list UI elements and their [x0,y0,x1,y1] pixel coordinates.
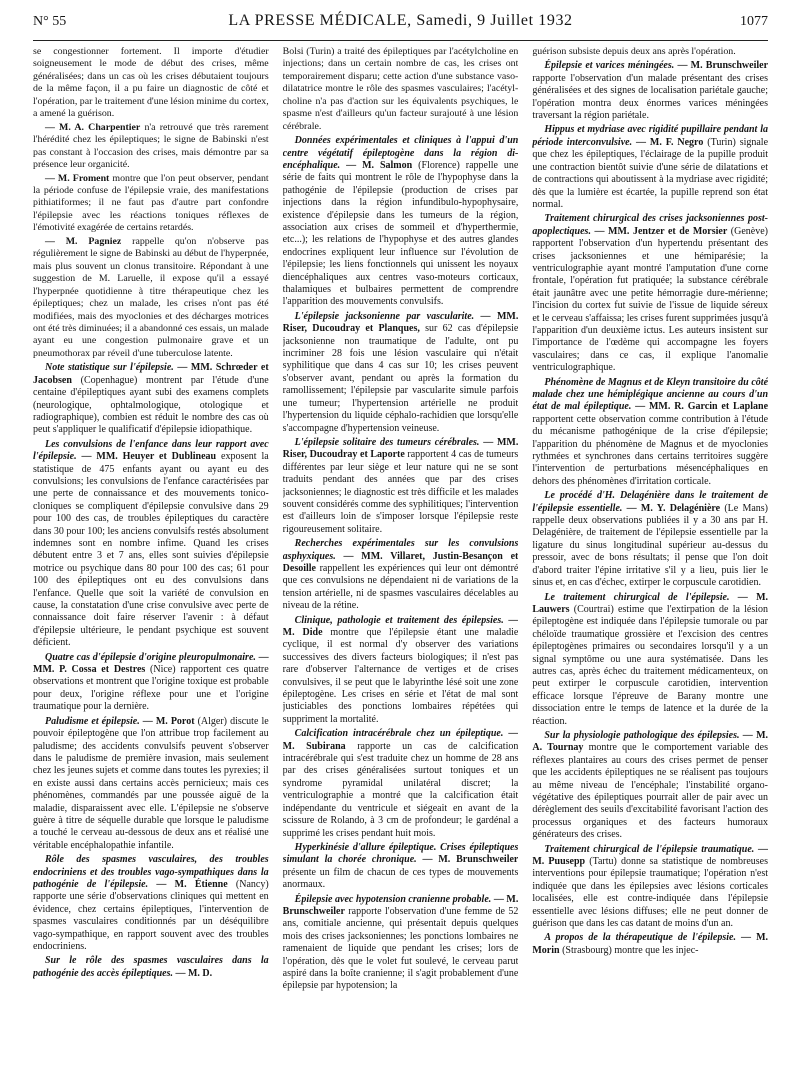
body-text: (Le Mans) rappelle deux observations publiées il y a 30 ans par H. Delagénière, de traitement de l'épilepsie essentielle par la ligature du sinus longitudinal supérieur au-dessus du pressoir, avec de bons résultats; il pense que l'on doit d'abord traiter l'épine irritative s'il y a lieu, puis lier le sinus et, en cas d'échec, extirper le corpuscule carotidien. [532,502,769,589]
body-text: (Nice) rapportent ces quatre observations et montrent que l'origine toxique est probable pour deux, l'origine réflexe pour une et l'origine traumatique pour la dernière. [33,664,269,713]
paragraph [33,236,269,361]
author: — M. D. [172,967,213,979]
section-heading [532,932,768,957]
section-heading [283,538,519,612]
section-title: Sur la physiologie pathologique des épilepsies. [544,729,740,741]
section-heading [532,592,768,728]
paragraph [33,173,269,235]
body-text: rapportent 4 cas de tumeurs différentes par leur siège et leur nature qui ne se sont traduits pendant des années que par des crises jacksoniennes; le diagnostic est très difficile et les malades souvent considérés comme des syphilitiques; l'intervention est d'ailleurs loin de s'imposer lorsque l'épilepsie reste rigoureusement solitaire. [282,449,519,535]
section-title: Note statistique sur l'épilepsie. [45,362,174,374]
section-heading [532,490,768,589]
section-title: Traitement chirurgical de l'épilepsie traumatique. [544,843,755,855]
body-text: (Genève) rapportent l'observation d'un hypertendu présentant des crises jacksoniennes et une hémiparésie; la ventriculographie ayant montré l'amputation d'une corne frontale, l'opération fut pratiquée; la substance cérébrale était jaunâtre avec une petite hémorragie dure-mérienne; l'incision du cortex fut suivie de l'issue de liquide séreux et le cerveau s'affaissa; les crises furent supprimées jusqu'à l'apparition d'un deuxième ictus. Les auteurs insistent sur l'importance de l'œdème qui accompagne les foyers vasculaires; dans ce cas, il explique l'anomalie ventriculographique. [532,225,769,374]
body-text: rapporte un cas de calcification intracérébrale qui s'est traduite chez un homme de 28 ans par des crises généralisées surtout toniques et un syndrome pyramidal unilatéral discret; la ventriculographie a montré que la calcification était indépendante du ventricule et siégeait en avant de la scissure de Rolando, à 3 cm de profondeur; le gardénal a supprimé les crises pendant huit mois. [282,740,519,839]
author: — M. A. Tournay [532,729,769,754]
author: — MM. Heuyer et Dublineau [76,451,217,463]
section-title: Épilepsie avec hypotension cranienne probable. [294,893,492,905]
section-heading [33,955,269,980]
author: — M. Lauwers [532,591,769,615]
author: — MM. R. Garcin et Laplane [631,401,769,413]
journal-name: LA PRESSE MÉDICALE [228,12,408,29]
author: — MM. P. Cossa et Destres [33,651,269,676]
body-text: montre que l'on peut observer, pendant la période confuse de l'épilepsie vraie, des manifestations pithiatiformes; il ne faut pas d'autre part confondre l'épilepsie avec les réactions toniques réflexes de l'émotivité exagérée de certains retardés. [33,172,269,234]
section-title: Clinique, pathologie et traitement des épilepsies. [294,614,504,626]
body-text: (Nancy) rapporte une série d'observations cliniques qui mettent en évidence, chez certains épileptiques, l'intervention de spasmes vasculaires conditionnés par un déséquilibre vago-sympathique, en rapport souvent avec des troubles endocriniens. [33,878,269,953]
body-text: rapporte l'observation d'un malade présentant des crises généralisées et des signes de localisation pariétale gauche; l'opération montra deux énormes varices méningées traversant la région pariétale. [532,72,769,122]
body-text: (Tartu) donne sa statistique de nombreuses interventions pour épilepsie traumatique; l'opération n'est indiquée que dans les épilepsies avec lésions corticales localisées, elle est contre-indiquée dans l'épilepsie essentielle avec lésions diffuses; elle ne peut donner de guérison que dans les cas datant de moins d'un an. [532,856,769,930]
section-title: Épilepsie et varices méningées. [544,60,675,72]
author: — M. Salmon [340,159,413,171]
section-title: L'épilepsie jacksonienne par vascularite. [294,310,475,322]
body-text: n'a retrouvé que très rarement l'hérédité chez les épileptiques; le signe de Babinski n'est pas constant à l'occasion des crises, mais démontre par sa présence leur organicité. [33,121,269,171]
page-number: 1077 [740,14,768,29]
section-heading [283,135,519,309]
section-title: L'épilepsie solitaire des tumeurs cérébrales. [294,436,480,448]
author: — M. Froment [45,172,110,184]
section-heading [33,652,269,714]
section-title: A propos de la thérapeutique de l'épilepsie. [544,932,736,944]
article-columns [33,46,768,1078]
issue-date: Samedi, 9 Juillet 1932 [416,12,573,29]
section-heading [532,213,768,374]
body-text: présente un film de chacun de ces types de mouvements anormaux. [282,866,519,891]
author: — M. Brunschweiler [282,893,519,917]
author: — MM. Riser, Ducoudray et Planques, [282,310,519,335]
paragraph: Bolsi (Turin) a traité des épileptiques par l'acétylcholine en injections; dans un certain nombre de cas, les crises ont temporairement disparu; cette action d'une substance vaso-dilatatrice montre le rôle des spasmes vasculaires; l'acétyl-choline n'a pas d'action sur les équivalents psychiques, le spasme n'est d'ailleurs qu'un facteur surajouté à une lésion cérébrale. [282,46,519,132]
section-title: Données expérimentales et cliniques à l'appui d'un centre végétatif épileptogène dans la région di-encéphalique. [282,135,519,171]
author: — M. Étienne [148,878,228,890]
section-heading [283,615,519,727]
author: — M. Y. Delagénière [622,502,721,514]
author: — M. Brunschweiler [674,60,769,72]
section-heading [33,716,269,852]
section-heading [532,377,768,489]
section-title: Sur le rôle des spasmes vasculaires dans la pathogénie des accès épileptiques. [33,955,269,979]
author: — M. Pagniez [45,235,122,247]
section-heading [283,728,519,840]
body-text: (Turin) signale que chez les épileptiques, l'éclairage de la pupille produit une contraction bientôt suivie d'une série de dilatations et de contractions qui aboutissent à la mydriase avec rigidité; dès que la lumière est écartée, la pupille reprend son état normal. [532,136,769,210]
body-text: (Strasbourg) montre que les injec- [559,944,699,956]
author: — MM. Jentzer et de Morsier [590,225,728,237]
paragraph: guérison subsiste depuis deux ans après l'opération. [532,46,736,57]
section-heading [283,894,519,993]
paragraph: se congestionner fortement. Il importe d'étudier soigneusement le mode de début des crises, même généralisées; dans un cas où les crises débutaient toujours de la même façon, il a pu faire un diagnostic de côté et l'opération, par le traitement d'une lésion minime du cortex, a amené la guérison. [33,46,269,120]
section-title: Le traitement chirurgical de l'épilepsie. [544,591,730,603]
section-title: Hyperkinésie d'allure épileptique. Crises épileptiques simulant la chorée chronique. [282,841,519,866]
section-title: Paludisme et épilepsie. [45,715,140,727]
body-text: (Copenhague) montrent par l'étude d'une centaine d'épileptiques ayant subi des examens complets (neurologique, ophtalmologique, otologique et radiographique), combien est réduit le nombre des cas où peut s'appliquer le qualificatif d'épilepsie idiopathique. [33,374,269,436]
body-text: rappelle qu'on n'observe pas régulièrement le signe de Babinski au début de l'hyperpnée, mais plus souvent un clonus transitoire. Répondant à une suggestion de M. Laruelle, il expose qu'il a essayé l'hyperpnée quotidienne à titre thérapeutique chez les épileptiques; chez un malade, les crises n'ont pas été modifiées, mais des myoclonies et des décharges motrices ont été très diminuées; il a abandonné ces essais, un malade ayant eu une congestion pulmonaire grave et un pneumothorax par réveil d'une tuberculose latente. [33,235,269,359]
body-text: rapporte l'observation d'une femme de 52 ans, comitiale ancienne, qui présentait depuis quelques mois des crises jacksoniennes; les ponctions lombaires ne ramenaient de liquide que pendant les crises; lors de l'opération, dès que le volet fut soulevé, le cerveau parut aspiré dans la boîte cranienne; il s'agit probablement d'une épilepsie par hypotension; la [282,905,519,992]
author: — MM. Riser, Ducoudray et Laporte [282,436,519,461]
section-title: Calcification intracérébrale chez un épileptique. [294,728,504,740]
body-text: (Florence) rappelle une série de faits qui montrent le rôle de l'hypophyse dans la pathogénie de l'épilepsie (production de crises par injections dans la région infundibulo-hypophysaire, existence d'épilepsie dans les tumeurs de la région, association aux crises de sommeil et d'hyperthermie, etc...); les relations de l'hypophyse et des autres glandes endocrines expliquent leur influence sur l'évolution de l'épilepsie; les liens fonctionnels qui unissent les noyaux diencéphaliques aux centres vaso-moteurs corticaux, thalamiques et bulbaires permettent de comprendre l'apparition des mouvements convulsifs. [282,159,519,308]
body-text: (Courtrai) estime que l'extirpation de la lésion épileptogène est indiquée dans l'épilepsie tumorale ou par chéloïde traumatique grossière et l'excision des centres épileptogènes primaires ou secondaires lorsqu'il y a un signal symptôme ou une aura systématisée. Dans les autres cas, après échec du traitement médicamenteux, on peut extirper le corpuscule carotidien, intervention efficace lorsque l'épreuve de Barany montre une dissociation entre le temps de latence et la durée de la réaction. [532,603,769,727]
author: — M. Puusepp [532,843,769,868]
column-3 [532,46,768,1078]
section-heading [283,311,519,435]
section-heading [283,437,519,536]
author: — M. Subirana [282,728,519,752]
section-title: Traitement chirurgical des crises jacksoniennes post-apoplectiques. [532,213,769,237]
body-text: montre que l'épilepsie étant une maladie cyclique, il est normal d'y observer des variations successives des divers facteurs biologiques; il n'est pas rare d'observer l'alternance de vertiges et de crises convulsives, il se peut que le labyrinthe lésé soit une zone épileptogène. Les crises en série et l'état de mal sont justiciables des ponctions lombaires répétées qui suppriment la mortalité. [282,627,519,725]
paragraph [33,122,269,172]
author: — MM. Villaret, Justin-Besançon et Desoille [282,550,519,574]
body-text: montre que le comportement variable des réflexes plantaires au cours des crises permet de penser que les accidents épileptiques ne se réalisent pas toujours au même niveau de l'encéphale; l'instabilité organo-végétative des épileptiques pourrait aller de pair avec un dérèglement des seuils d'excitabilité favorisant l'action des processus organiques et des facteurs humoraux générateurs des crises. [532,742,769,841]
section-title: Hippus et mydriase avec rigidité pupillaire pendant la période interconvulsive. [532,124,769,148]
section-heading [532,60,768,122]
section-heading [33,362,269,436]
author: — M. Dide [282,614,519,639]
section-heading [283,842,519,892]
section-title: Rôle des spasmes vasculaires, des troubles endocriniens et des troubles vago-sympathiques dans la pathogénie de l'épilepsie. [33,854,269,890]
author: — M. Brunschweiler [416,854,519,866]
body-text: rappellent les expériences qui leur ont démontré que ces convulsions ne dépendaient ni de variations de la tension artérielle, ni de spasmes vasculaires décelables au niveau de la rétine. [282,562,519,612]
author: — M. Porot [139,715,195,727]
section-title: Les convulsions de l'enfance dans leur rapport avec l'épilepsie. [33,438,269,463]
section-title: Quatre cas d'épilepsie d'origine pleuropulmonaire. [45,651,256,663]
issue-number: N° 55 [33,14,67,29]
section-heading [33,854,269,953]
section-heading [532,124,768,211]
author: — M. F. Negro [632,136,704,148]
author: — M. A. Charpentier [45,121,141,133]
body-text: sur 62 cas d'épilepsie jacksonienne non traumatique de l'adulte, ont pu incriminer 28 fois une lésion vasculaire qui n'était syphilitique que dans 4 cas sur 10; les crises peuvent s'observer avant, pendant ou après la formation du ramollissement; l'épilepsie par vascularite simule parfois une tumeur; l'hypertension artérielle ne produit l'hypertension du liquide céphalo-rachidien que lorsqu'elle s'accompagne d'hypertension veineuse. [282,323,519,434]
section-heading [532,730,768,842]
page-header [33,12,768,41]
body-text: rapportent cette observation comme contribution à l'étude du mécanisme pathogénique de la crise d'épilepsie; l'apparition du phénomène de Magnus et de myoclonies rythmées et synchrones dans certains territoires suggère l'intervention de perturbations mésencéphaliques en dehors des phénomènes d'irritation corticale. [532,413,769,487]
column-2 [283,46,519,1078]
author: — MM. Schrœder et Jacobsen [33,362,269,386]
body-text: exposent la statistique de 475 enfants ayant ou ayant eu des convulsions; les convulsions de l'enfance caractérisées par une perte de connaissance et des mouvements tonico-cloniques se compliquent d'épilepsie convulsive dans 29 pour 100 des cas, de troubles épileptiques du caractère dans 30 pour 100; les anciens convulsifs restés absolument indemnes sont en nombre infime. Quand les crises débutent entre 3 et 7 ans, elles sont suivies d'épilepsie motrice ou psychique dans 80 pour 100 des cas; 61 pour 100 des épileptiques ont eu des convulsions dans l'enfance. Quelle que soit la variété de convulsion en cause, la constatation d'une crise convulsive avec perte de connaissance doit faire réserver l'avenir : à défaut d'épilepsie ultérieure, le pendant psychique est souvent déficient. [33,451,269,649]
section-title: Le procédé d'H. Delagénière dans le traitement de l'épilepsie essentielle. [532,490,769,514]
body-text: (Alger) discute le pouvoir épileptogène que l'on attribue trop facilement au paludisme; des accidents convulsifs peuvent s'observer dans le paludisme de première invasion, mais seulement chez les jeunes sujets et comme dans toutes les pyrexies; il en existe aussi dans certains accès pernicieux; mais ces phénomènes, commandés par une poussée aiguë de la maladie, disparaissent avec elle. L'épilepsie ne s'observe guère à titre de séquelle durable que lorsque le paludisme a touché le cerveau au-dessous de deux ans et réalisé une véritable encéphalopathie infantile. [33,715,269,851]
section-heading [33,439,269,650]
author: — M. Morin [532,932,769,956]
section-title: Phénomène de Magnus et de Kleyn transitoire du côté malade chez une hémiplégique ancienne au cours d'un état de mal épileptique. [532,376,769,413]
journal-title: LA PRESSE MÉDICALE, Samedi, 9 Juillet 1932 [228,12,573,29]
section-heading [532,844,768,931]
column-1 [33,46,269,1078]
section-title: Recherches expérimentales sur les convulsions asphyxiques. [282,538,519,562]
